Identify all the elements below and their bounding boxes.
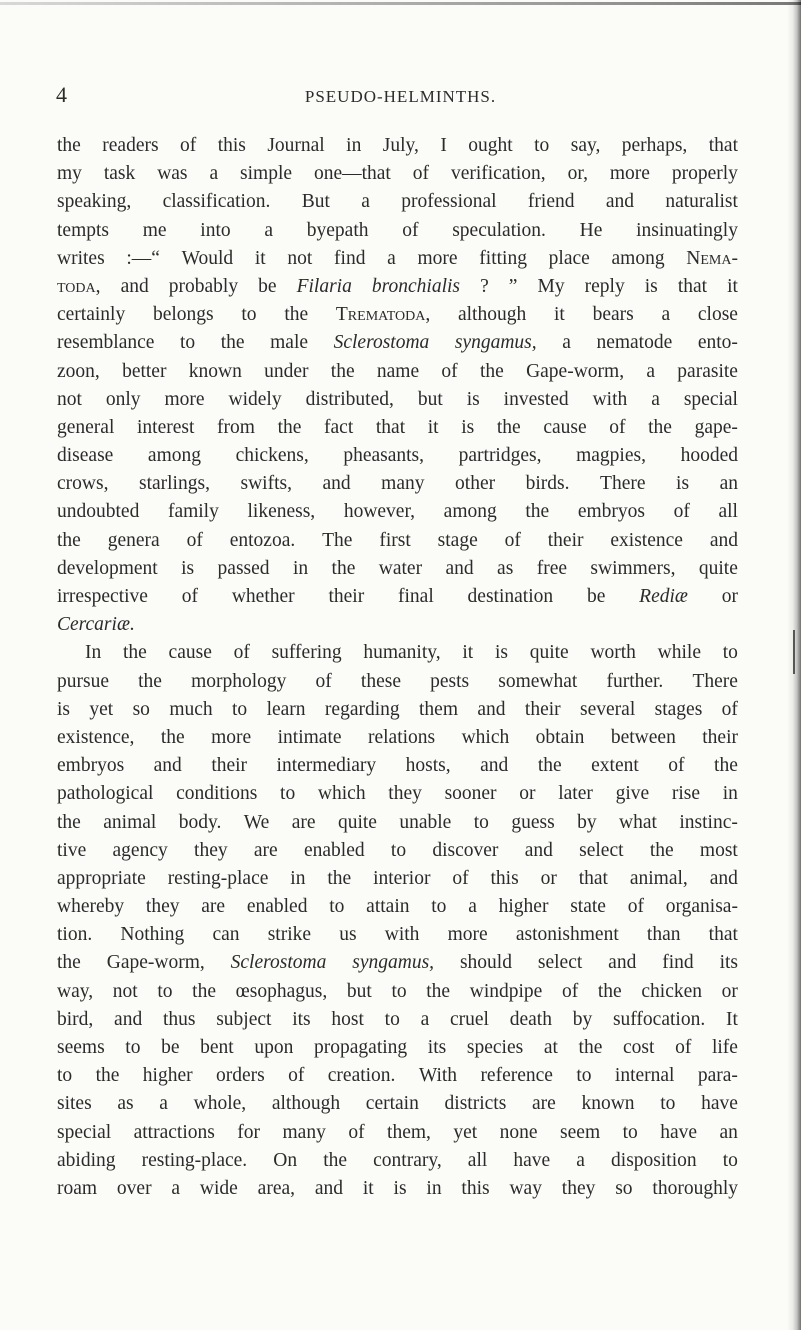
margin-mark	[793, 630, 795, 674]
text-line: the animal body. We are quite unable to guess by what instinc-	[57, 811, 738, 833]
text-line: special attractions for many of them, yet none seem to have an	[57, 1121, 738, 1143]
page-number: 4	[56, 82, 67, 107]
text-line: the genera of entozoa. The first stage of their existence and	[57, 529, 738, 551]
text-line: undoubted family likeness, however, among the embryos of all	[57, 501, 738, 523]
text-line: zoon, better known under the name of the Gape-worm, a parasite	[57, 360, 738, 382]
text-line: not only more widely distributed, but is invested with a special	[57, 388, 738, 410]
text-line: pursue the morphology of these pests somewhat further. There	[57, 670, 738, 692]
running-head: PSEUDO-HELMINTHS.	[304, 87, 497, 106]
text-line: speaking, classification. But a professional friend and naturalist	[57, 191, 738, 213]
text-line: resemblance to the male Sclerostoma syngamus, a nematode ento-	[57, 332, 738, 354]
text-line: development is passed in the water and as free swimmers, quite	[57, 557, 738, 579]
text-line: general interest from the fact that it is the cause of the gape-	[57, 416, 738, 438]
text-line: irrespective of whether their final destination be Rediæ or	[57, 586, 738, 607]
text-line: crows, starlings, swifts, and many other birds. There is an	[57, 473, 738, 495]
text-line: my task was a simple one—that of verification, or, more properly	[57, 163, 738, 185]
text-line: tive agency they are enabled to discover and select the most	[57, 839, 738, 861]
text-line: roam over a wide area, and it is in this way they so thoroughly	[57, 1177, 738, 1199]
text-line: writes :—“ Would it not find a more fitting place among Nema-	[57, 247, 738, 269]
text-line: whereby they are enabled to attain to a higher state of organisa-	[57, 896, 738, 918]
text-line: disease among chickens, pheasants, partridges, magpies, hooded	[57, 445, 738, 467]
text-line: tion. Nothing can strike us with more astonishment than that	[57, 924, 738, 946]
text-line: certainly belongs to the Trematoda, although it bears a close	[57, 304, 738, 326]
text-line: appropriate resting-place in the interior of this or that animal, and	[57, 867, 738, 889]
text-line: seems to be bent upon propagating its species at the cost of life	[57, 1037, 738, 1058]
text-line: abiding resting-place. On the contrary, all have a disposition to	[57, 1149, 738, 1171]
paragraph	[57, 132, 738, 639]
text-line: tempts me into a byepath of speculation. He insinuatingly	[57, 219, 738, 241]
top-edge-rule	[0, 2, 801, 5]
text-line: In the cause of suffering humanity, it is quite worth while to	[85, 642, 738, 664]
text-line: the Gape-worm, Sclerostoma syngamus, should select and find its	[57, 952, 738, 974]
text-line: pathological conditions to which they sooner or later give rise in	[57, 783, 738, 805]
text-line: toda, and probably be Filaria bronchialis ? ” My reply is that it	[57, 275, 738, 297]
text-line: way, not to the œsophagus, but to the windpipe of the chicken or	[57, 980, 738, 1002]
text-line: Cercariæ.	[57, 614, 135, 636]
text-line: embryos and their intermediary hosts, and the extent of the	[57, 755, 738, 777]
text-line: bird, and thus subject its host to a cruel death by suffocation. It	[57, 1008, 738, 1030]
text-line: is yet so much to learn regarding them and their several stages of	[57, 698, 738, 720]
text-line: the readers of this Journal in July, I ought to say, perhaps, that	[57, 135, 738, 156]
paragraph	[57, 639, 738, 1203]
body-text	[57, 132, 738, 1203]
text-line: existence, the more intimate relations which obtain between their	[57, 726, 738, 748]
text-line: to the higher orders of creation. With reference to internal para-	[57, 1065, 738, 1087]
text-line: sites as a whole, although certain districts are known to have	[57, 1093, 738, 1115]
